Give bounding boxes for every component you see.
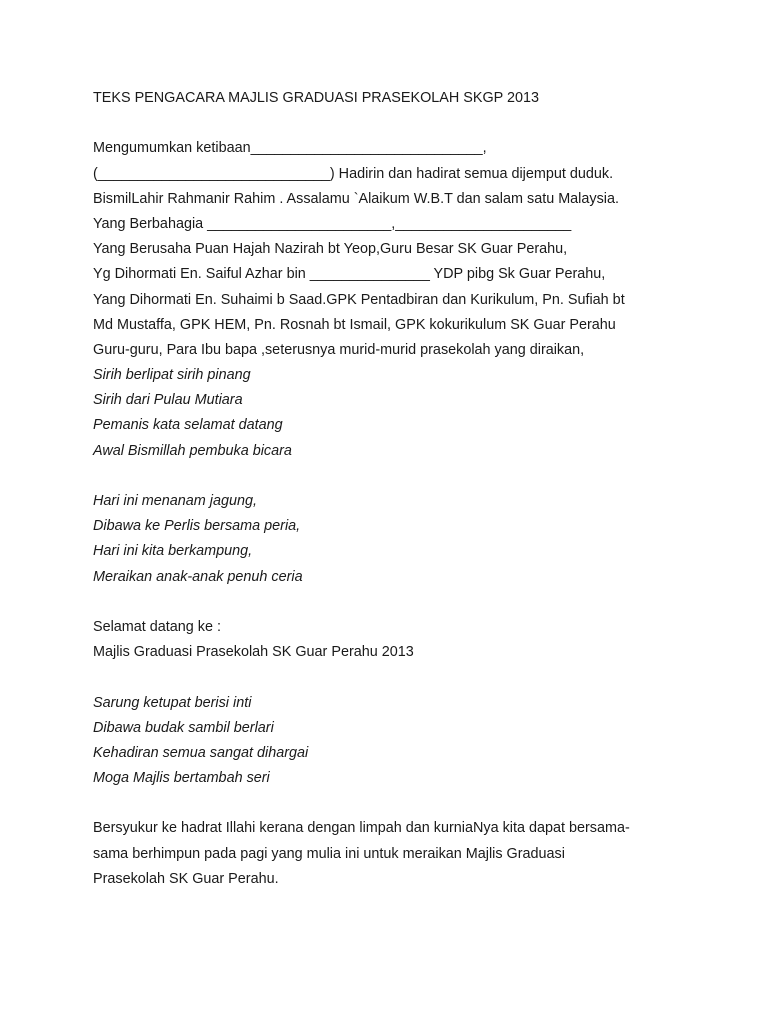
- pantun-3: [93, 691, 693, 792]
- spacer: [93, 590, 693, 615]
- welcome-line: Selamat datang ke :: [93, 618, 221, 635]
- pantun-line: Moga Majlis bertambah seri: [93, 770, 270, 787]
- document-page: [93, 86, 693, 892]
- intro-line: Guru-guru, Para Ibu bapa ,seterusnya murid-murid prasekolah yang diraikan,: [93, 341, 585, 358]
- pantun-line: Sarung ketupat berisi inti: [93, 694, 252, 711]
- pantun-2: [93, 489, 693, 590]
- intro-section: [93, 136, 693, 363]
- welcome-line: Majlis Graduasi Prasekolah SK Guar Perahu 2013: [93, 644, 414, 661]
- intro-line: (_____________________________) Hadirin dan hadirat semua dijemput duduk.: [93, 165, 614, 182]
- pantun-line: Awal Bismillah pembuka bicara: [93, 442, 292, 459]
- intro-line: Yang Dihormati En. Suhaimi b Saad.GPK Pentadbiran dan Kurikulum, Pn. Sufiah bt: [93, 291, 625, 308]
- spacer: [93, 111, 693, 136]
- closing-line: Prasekolah SK Guar Perahu.: [93, 870, 279, 887]
- pantun-1: [93, 363, 693, 464]
- welcome-section: [93, 615, 693, 665]
- intro-line: Mengumumkan ketibaan_____________________________,: [93, 140, 487, 157]
- document-title: TEKS PENGACARA MAJLIS GRADUASI PRASEKOLAH SKGP 2013: [93, 90, 540, 106]
- intro-line: Yg Dihormati En. Saiful Azhar bin _______________ YDP pibg Sk Guar Perahu,: [93, 266, 606, 283]
- pantun-line: Hari ini kita berkampung,: [93, 543, 253, 560]
- pantun-line: Pemanis kata selamat datang: [93, 417, 283, 434]
- pantun-line: Sirih berlipat sirih pinang: [93, 367, 251, 384]
- pantun-line: Dibawa budak sambil berlari: [93, 719, 274, 736]
- pantun-line: Dibawa ke Perlis bersama peria,: [93, 518, 301, 535]
- pantun-line: Hari ini menanam jagung,: [93, 493, 257, 509]
- pantun-line: Meraikan anak-anak penuh ceria: [93, 568, 303, 585]
- pantun-line: Sirih dari Pulau Mutiara: [93, 392, 243, 409]
- closing-line: sama berhimpun pada pagi yang mulia ini untuk meraikan Majlis Graduasi: [93, 845, 565, 862]
- intro-line: BismilLahir Rahmanir Rahim . Assalamu `Alaikum W.B.T dan salam satu Malaysia.: [93, 190, 619, 207]
- intro-line: Md Mustaffa, GPK HEM, Pn. Rosnah bt Ismail, GPK kokurikulum SK Guar Perahu: [93, 316, 616, 333]
- intro-line: Yang Berusaha Puan Hajah Nazirah bt Yeop,Guru Besar SK Guar Perahu,: [93, 241, 568, 258]
- pantun-line: Kehadiran semua sangat dihargai: [93, 744, 309, 761]
- spacer: [93, 464, 693, 489]
- intro-line: Yang Berbahagia _______________________,______________________: [93, 215, 572, 232]
- spacer: [93, 791, 693, 816]
- closing-paragraph: [93, 816, 693, 892]
- spacer: [93, 665, 693, 690]
- closing-line: Bersyukur ke hadrat Illahi kerana dengan limpah dan kurniaNya kita dapat bersama-: [93, 820, 630, 837]
